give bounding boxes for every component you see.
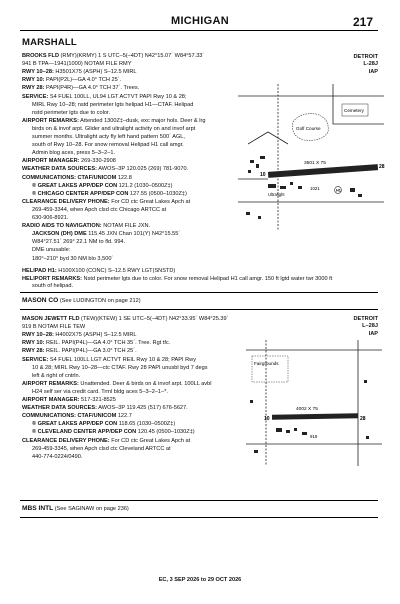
mason-value: H4002X75 (ASPH) S–12.5 MIRL <box>53 332 137 339</box>
mason-line <box>22 340 170 347</box>
brooks-line <box>22 256 113 263</box>
footer-effective-date: EC, 3 SEP 2026 to 29 OCT 2026 <box>158 577 242 583</box>
brooks-value: 630-906-8921. <box>32 215 69 221</box>
brooks-line <box>22 207 166 214</box>
mason-line <box>22 413 132 420</box>
brooks-label: COMMUNICATIONS: CTAF/UNICOM <box>22 174 117 181</box>
brooks-heli-line <box>22 283 73 290</box>
brooks-line <box>22 126 195 133</box>
brooks-value: For CD ctc Great Lakes Apch at <box>109 198 191 205</box>
brooks-line <box>22 69 137 76</box>
brooks-rwy10-label: 10 <box>260 172 266 178</box>
mason-label: RWY 10: <box>22 340 45 347</box>
mason-value: S4 FUEL 100LL LGT ACTVT REIL Rwy 10 & 28; PAPI Rwy <box>48 356 197 363</box>
brooks-elevation-label: 1021 <box>310 186 320 191</box>
brooks-chart-l: L-28J <box>363 61 378 68</box>
mason-line <box>22 324 85 331</box>
mason-line <box>22 332 137 339</box>
mason-line <box>22 373 80 380</box>
mason-co-crossref <box>22 297 141 305</box>
mason-chart-l: L–28J <box>362 323 378 330</box>
brooks-line <box>22 247 70 254</box>
brooks-value: 127.55 (0500–1030Z‡) <box>128 190 187 197</box>
mason-label: COMMUNICATIONS: CTAF/UNICOM <box>22 413 117 420</box>
mason-chart-iap: IAP <box>368 330 378 337</box>
brooks-airport-diagram <box>238 84 384 230</box>
brooks-heli-value: H100X100 (CONC) S–12.5 RWY LGT(SNSTD) <box>56 268 176 274</box>
brooks-line <box>22 94 186 101</box>
mason-line <box>22 381 211 388</box>
brooks-value: AWOS–3P 120.025 (269) 781-9070. <box>97 166 189 173</box>
mason-elevation-label: 919 <box>310 434 318 439</box>
brooks-line <box>22 158 116 165</box>
brooks-cemetery-label: Cemetery <box>344 108 364 113</box>
brooks-label: JACKSON (DH) DME <box>32 231 87 238</box>
page-number: 217 <box>352 15 373 29</box>
mason-value: 517-321-8525 <box>79 397 116 403</box>
brooks-line <box>22 223 150 230</box>
mason-label: CLEARANCE DELIVERY PHONE: <box>22 437 110 444</box>
brooks-value: MIRL Rwy 10–28; nstd perimeter lgts helipad H1—CTAF. Helipad <box>32 101 194 108</box>
mason-line <box>22 316 229 323</box>
mason-value: 919 B NOTAM FILE TEW <box>22 324 86 331</box>
brooks-value: S4 FUEL 100LL, UL94 LGT ACTVT PAPI Rwy 10 & 28; <box>48 93 187 100</box>
brooks-label: RWY 28: <box>22 85 45 92</box>
mason-value: Unattended. Deer & birds on & invof arpt. 100LL avbl <box>78 380 212 387</box>
mbs-crossref <box>22 505 129 513</box>
brooks-value: H3501X75 (ASPH) S–12.5 MIRL <box>53 69 137 76</box>
brooks-line <box>22 110 110 117</box>
mason-line <box>22 429 195 436</box>
brooks-line <box>22 118 205 125</box>
brooks-line <box>22 183 173 190</box>
mason-line <box>22 348 137 355</box>
mason-value: AWOS–3P 119.425 (517) 676-5627. <box>97 405 188 412</box>
mason-label: ® GREAT LAKES APP/DEP CON <box>32 421 118 428</box>
mason-value: (TEW)(KTEW) 1 SE UTC–5(–4DT) N42°33.95´ W84°25.39´ <box>79 316 229 322</box>
mason-value: REIL. PAPI(P4L)—GA 4.0° TCH 35´. Tree. Rgt tfc. <box>44 340 171 347</box>
city-heading-marshall: MARSHALL <box>22 37 77 48</box>
brooks-line <box>22 85 139 92</box>
mason-line <box>22 438 190 445</box>
mason-value: left & right of cntrln. <box>32 372 81 379</box>
separator-3 <box>20 500 378 501</box>
mbs-ref: (See SAGINAW on page 236) <box>53 506 129 512</box>
brooks-rwy28-label: 28 <box>379 164 385 170</box>
brooks-line <box>22 175 132 182</box>
mason-line <box>22 389 168 396</box>
brooks-line <box>22 77 121 84</box>
brooks-value: nstd perimeter lgts due to color. <box>32 109 111 116</box>
brooks-label: SERVICE: <box>22 93 49 100</box>
mason-region: DETROIT <box>353 316 378 322</box>
brooks-heli-line <box>22 268 175 275</box>
brooks-helipad-label: H1 <box>336 188 341 193</box>
brooks-value: DME unusable: <box>32 247 71 254</box>
mason-line <box>22 405 188 412</box>
brooks-line <box>22 142 184 149</box>
mason-value: REIL. PAPI(P4L)—GA 3.0° TCH 25´. <box>44 348 137 355</box>
mason-fairgrounds-label: Fairgrounds <box>254 361 279 366</box>
brooks-line <box>22 102 193 109</box>
brooks-value: 269-459-3344, when Apch clsd ctc Chicago ARTCC at <box>32 206 167 213</box>
brooks-heli-label: HELIPORT REMARKS: <box>22 275 82 282</box>
brooks-label: RWY 10: <box>22 77 45 84</box>
brooks-heli-value: south of helipad. <box>32 283 74 290</box>
brooks-line <box>22 215 68 222</box>
brooks-value: 115.45 JXN Chan 101(Y) N42°15.55´ <box>86 231 181 238</box>
brooks-value: PAPI(P4R)—GA 4.0° TCH 37´. Trees. <box>44 85 140 92</box>
mason-label: RWY 10–28: <box>22 332 54 339</box>
brooks-heli-line <box>22 276 332 283</box>
mason-value: 269-459-3345, when Apch clsd ctc Cleveland ARTCC at <box>32 445 171 452</box>
brooks-value: 941 B TPA—1941(1000) NOTAM FILE RMY <box>22 61 132 68</box>
separator-2 <box>20 309 378 310</box>
brooks-line <box>22 166 188 173</box>
brooks-chart-iap: IAP <box>368 68 378 75</box>
brooks-label: RWY 10–28: <box>22 69 54 76</box>
page-state-title: MICHIGAN <box>170 15 229 27</box>
mason-value: H24 self ser via credit card. Trml bldg aces 5–3–2–1–*. <box>32 388 168 395</box>
brooks-line <box>22 61 131 68</box>
mason-co-name: MASON CO <box>22 297 59 304</box>
mason-label: AIRPORT MANAGER: <box>22 397 80 403</box>
mason-label: ® CLEVELAND CENTER APP/DEP CON <box>32 429 137 436</box>
brooks-line <box>22 191 187 198</box>
mason-rwy28-label: 28 <box>360 416 366 422</box>
mason-value: 118.65 (1030–0500Z‡) <box>117 421 176 428</box>
mason-line <box>22 397 116 404</box>
brooks-value: 122.8 <box>116 174 132 181</box>
brooks-line <box>22 150 115 157</box>
brooks-line <box>22 53 204 60</box>
mason-co-ref: (See LUDINGTON on page 212) <box>58 298 141 304</box>
mason-line <box>22 446 171 453</box>
brooks-runway-dimensions: 3501 X 75 <box>304 161 326 166</box>
mason-value: 10 & 28; MIRL Rwy 10–28—ctc CTAF. Rwy 28 PAPI unusbl byd 7 degs <box>32 364 208 371</box>
brooks-ultralight-label: Ultralight <box>268 192 285 197</box>
mason-line <box>22 365 208 372</box>
mason-line <box>22 357 196 364</box>
brooks-label: WEATHER DATA SOURCES: <box>22 166 97 173</box>
separator-4 <box>20 517 378 518</box>
brooks-heli-label: HELIPAD H1: <box>22 268 57 274</box>
brooks-line <box>22 231 180 238</box>
brooks-region: DETROIT <box>353 54 378 60</box>
brooks-label: AIRPORT REMARKS: <box>22 117 79 124</box>
brooks-value: summer months. Ultralight acty fly left hand pattern 500´ AGL, <box>32 134 185 140</box>
brooks-value: NOTAM FILE JXN. <box>101 223 151 230</box>
mason-runway-dimensions: 4002 X 75 <box>296 407 318 412</box>
brooks-value: birds on & invof arpt. Glider and ultralight activity on and invof arpt <box>32 125 196 132</box>
brooks-value: 269-330-2908 <box>79 158 116 165</box>
brooks-value: W84°27.51´ 269° 22.1 NM to fld. 994. <box>32 239 126 246</box>
mason-line <box>22 421 175 428</box>
separator-1 <box>20 292 378 293</box>
brooks-value: 121.2 (1030–0500Z‡) <box>117 182 173 189</box>
mason-label: MASON JEWETT FLD <box>22 316 80 322</box>
mason-line <box>22 454 82 461</box>
mason-value: For CD ctc Great Lakes Apch at <box>109 437 191 444</box>
mason-airport-diagram <box>246 340 382 466</box>
brooks-heli-value: Nstd perimeter lgts due to color. For snow removal Helipad H1 call amgr. 150 ft lgtd water twr 3000 ft <box>81 275 333 282</box>
brooks-value: Attended 1300Z‡–dusk, exc major hols. Deer & lrg <box>78 117 206 124</box>
brooks-line <box>22 134 185 141</box>
brooks-value: 180°–210° byd 30 NM blo 3,500´ <box>32 255 114 262</box>
brooks-label: ® CHICAGO CENTER APP/DEP CON <box>32 190 129 197</box>
mason-label: WEATHER DATA SOURCES: <box>22 405 97 412</box>
mbs-name: MBS INTL <box>22 505 54 512</box>
brooks-label: CLEARANCE DELIVERY PHONE: <box>22 198 110 205</box>
brooks-value: Admin blog aces, press 5–3–2–1. <box>32 150 116 157</box>
brooks-label: AIRPORT MANAGER: <box>22 158 80 165</box>
mason-label: AIRPORT REMARKS: <box>22 380 79 387</box>
brooks-golf-label: Golf Course <box>296 126 321 131</box>
brooks-label: ® GREAT LAKES APP/DEP CON <box>32 182 118 189</box>
header-rule <box>20 30 378 31</box>
brooks-line <box>22 239 125 246</box>
brooks-label: RADIO AIDS TO NAVIGATION: <box>22 223 102 230</box>
brooks-value: PAPI(P2L)—GA 4.0° TCH 25´. <box>44 77 122 84</box>
mason-value: 440-774-0224/0490. <box>32 453 83 460</box>
mason-value: 120.45 (0500–1030Z‡) <box>136 429 195 436</box>
brooks-line <box>22 199 190 206</box>
mason-rwy10-label: 10 <box>264 416 270 422</box>
mason-label: RWY 28: <box>22 348 45 355</box>
brooks-value: south of Rwy 10–28. For snow removal Helipad H1 call amgr. <box>32 142 184 149</box>
mason-value: 122.7 <box>116 413 132 420</box>
brooks-value: (RMY)(KRMY) 1 S UTC–5(–4DT) N42°15.07´ W84°57.33´ <box>58 53 205 59</box>
mason-label: SERVICE: <box>22 356 49 363</box>
brooks-label: BROOKS FLD <box>22 53 59 59</box>
